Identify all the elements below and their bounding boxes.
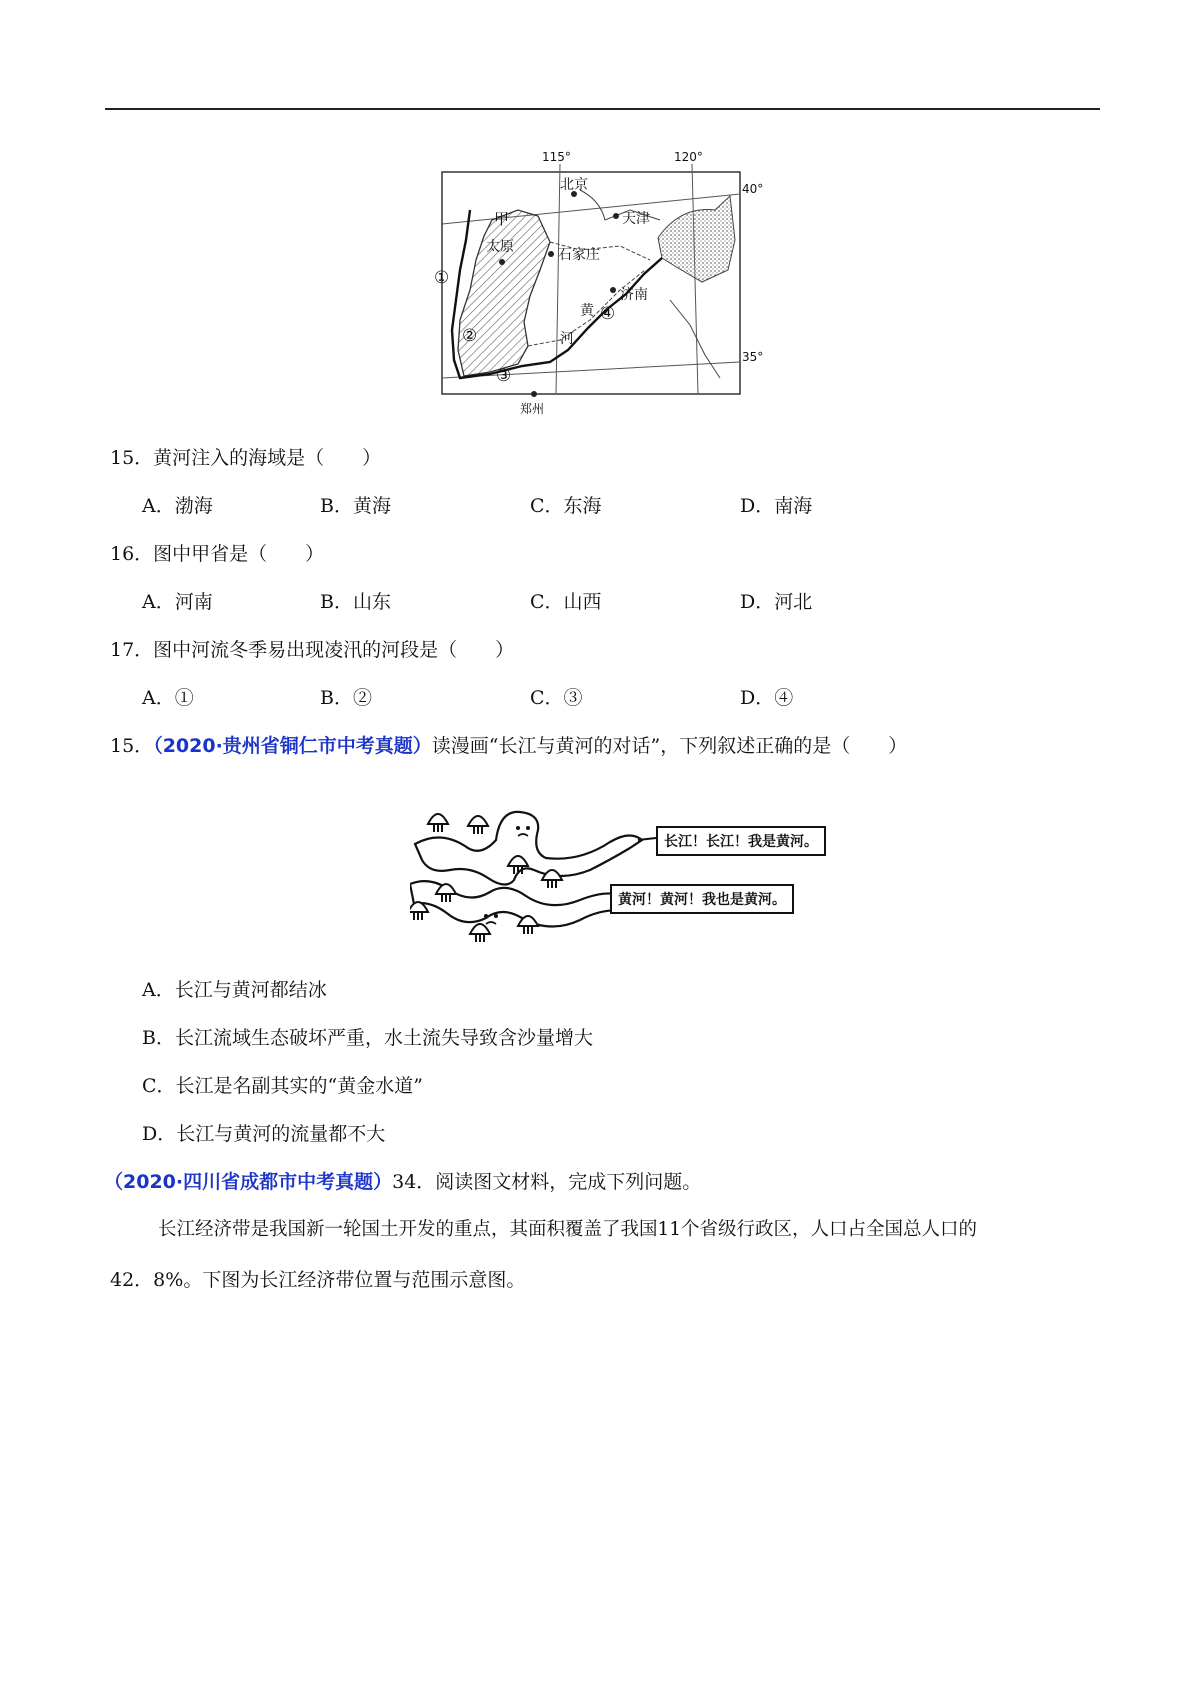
option-d[interactable]: D．河北 (740, 591, 813, 613)
lon-label: 115° (542, 150, 571, 164)
province-label-jia: 甲 (494, 210, 510, 228)
question-tongren-stem (110, 734, 907, 758)
tree-icon (470, 924, 490, 942)
tree-icon (428, 814, 448, 832)
option-b[interactable]: B．黄海 (320, 495, 391, 517)
speech-bubble-top: 长江！长江！我是黄河。 (656, 826, 826, 856)
option-c[interactable]: C．山西 (530, 591, 602, 613)
question-chengdu-stem (104, 1170, 701, 1194)
option-c[interactable]: C．东海 (530, 495, 602, 517)
river-label: 河 (560, 331, 574, 347)
material-paragraph-line1: 长江经济带是我国新一轮国土开发的重点，其面积覆盖了我国11个省级行政区，人口占全国总人口的 (158, 1219, 978, 1240)
option-b[interactable]: B．② (320, 687, 372, 709)
option-a[interactable]: A．河南 (142, 591, 213, 613)
option-d[interactable]: D．长江与黄河的流量都不大 (142, 1123, 386, 1145)
city-label-zhengzhou: 郑州 (520, 402, 545, 416)
city-label-taiyuan: 太原 (486, 239, 514, 255)
tree-icon (468, 816, 488, 834)
question-source: （2020·贵州省铜仁市中考真题） (153, 735, 432, 757)
city-label-jinan: 济南 (620, 287, 648, 303)
rivers-dialogue-cartoon (410, 800, 790, 955)
question-text: 34．阅读图文材料，完成下列问题。 (392, 1171, 702, 1193)
segment-marker-1: ① (434, 268, 450, 288)
question-17-stem: 17．图中河流冬季易出现凌汛的河段是（ ） (110, 639, 515, 661)
question-16-stem: 16．图中甲省是（ ） (110, 543, 325, 565)
option-c[interactable]: C．长江是名副其实的“黄金水道” (142, 1075, 423, 1097)
option-d[interactable]: D．南海 (740, 495, 813, 517)
question-number: 15． (110, 735, 154, 757)
option-a[interactable]: A．长江与黄河都结冰 (142, 979, 327, 1001)
option-a[interactable]: A．渤海 (142, 495, 213, 517)
tree-icon (410, 902, 428, 920)
segment-marker-3: ③ (496, 366, 512, 386)
header-rule (105, 108, 1100, 110)
segment-marker-4: ④ (600, 304, 616, 324)
question-15-stem: 15．黄河注入的海域是（ ） (110, 447, 382, 469)
option-d[interactable]: D．④ (740, 687, 794, 709)
lat-label: 35° (742, 350, 764, 364)
lon-label: 120° (674, 150, 703, 164)
segment-marker-2: ② (462, 326, 478, 346)
question-text: 读漫画“长江与黄河的对话”，下列叙述正确的是（ ） (431, 735, 908, 757)
city-label-beijing: 北京 (560, 177, 588, 193)
speech-bubble-bottom: 黄河！黄河！我也是黄河。 (610, 884, 794, 914)
question-source: （2020·四川省成都市中考真题） (104, 1171, 393, 1193)
option-b[interactable]: B．山东 (320, 591, 391, 613)
yellow-river-drawing (415, 812, 642, 885)
city-label-shijiazhuang: 石家庄 (558, 247, 600, 263)
option-b[interactable]: B．长江流域生态破坏严重，水土流失导致含沙量增大 (142, 1027, 593, 1049)
option-a[interactable]: A．① (142, 687, 194, 709)
river-label: 黄 (580, 303, 594, 319)
option-c[interactable]: C．③ (530, 687, 583, 709)
lat-label: 40° (742, 182, 764, 196)
material-paragraph-line2: 42．8%。下图为长江经济带位置与范围示意图。 (110, 1269, 526, 1291)
city-label-tianjin: 天津 (622, 211, 650, 227)
